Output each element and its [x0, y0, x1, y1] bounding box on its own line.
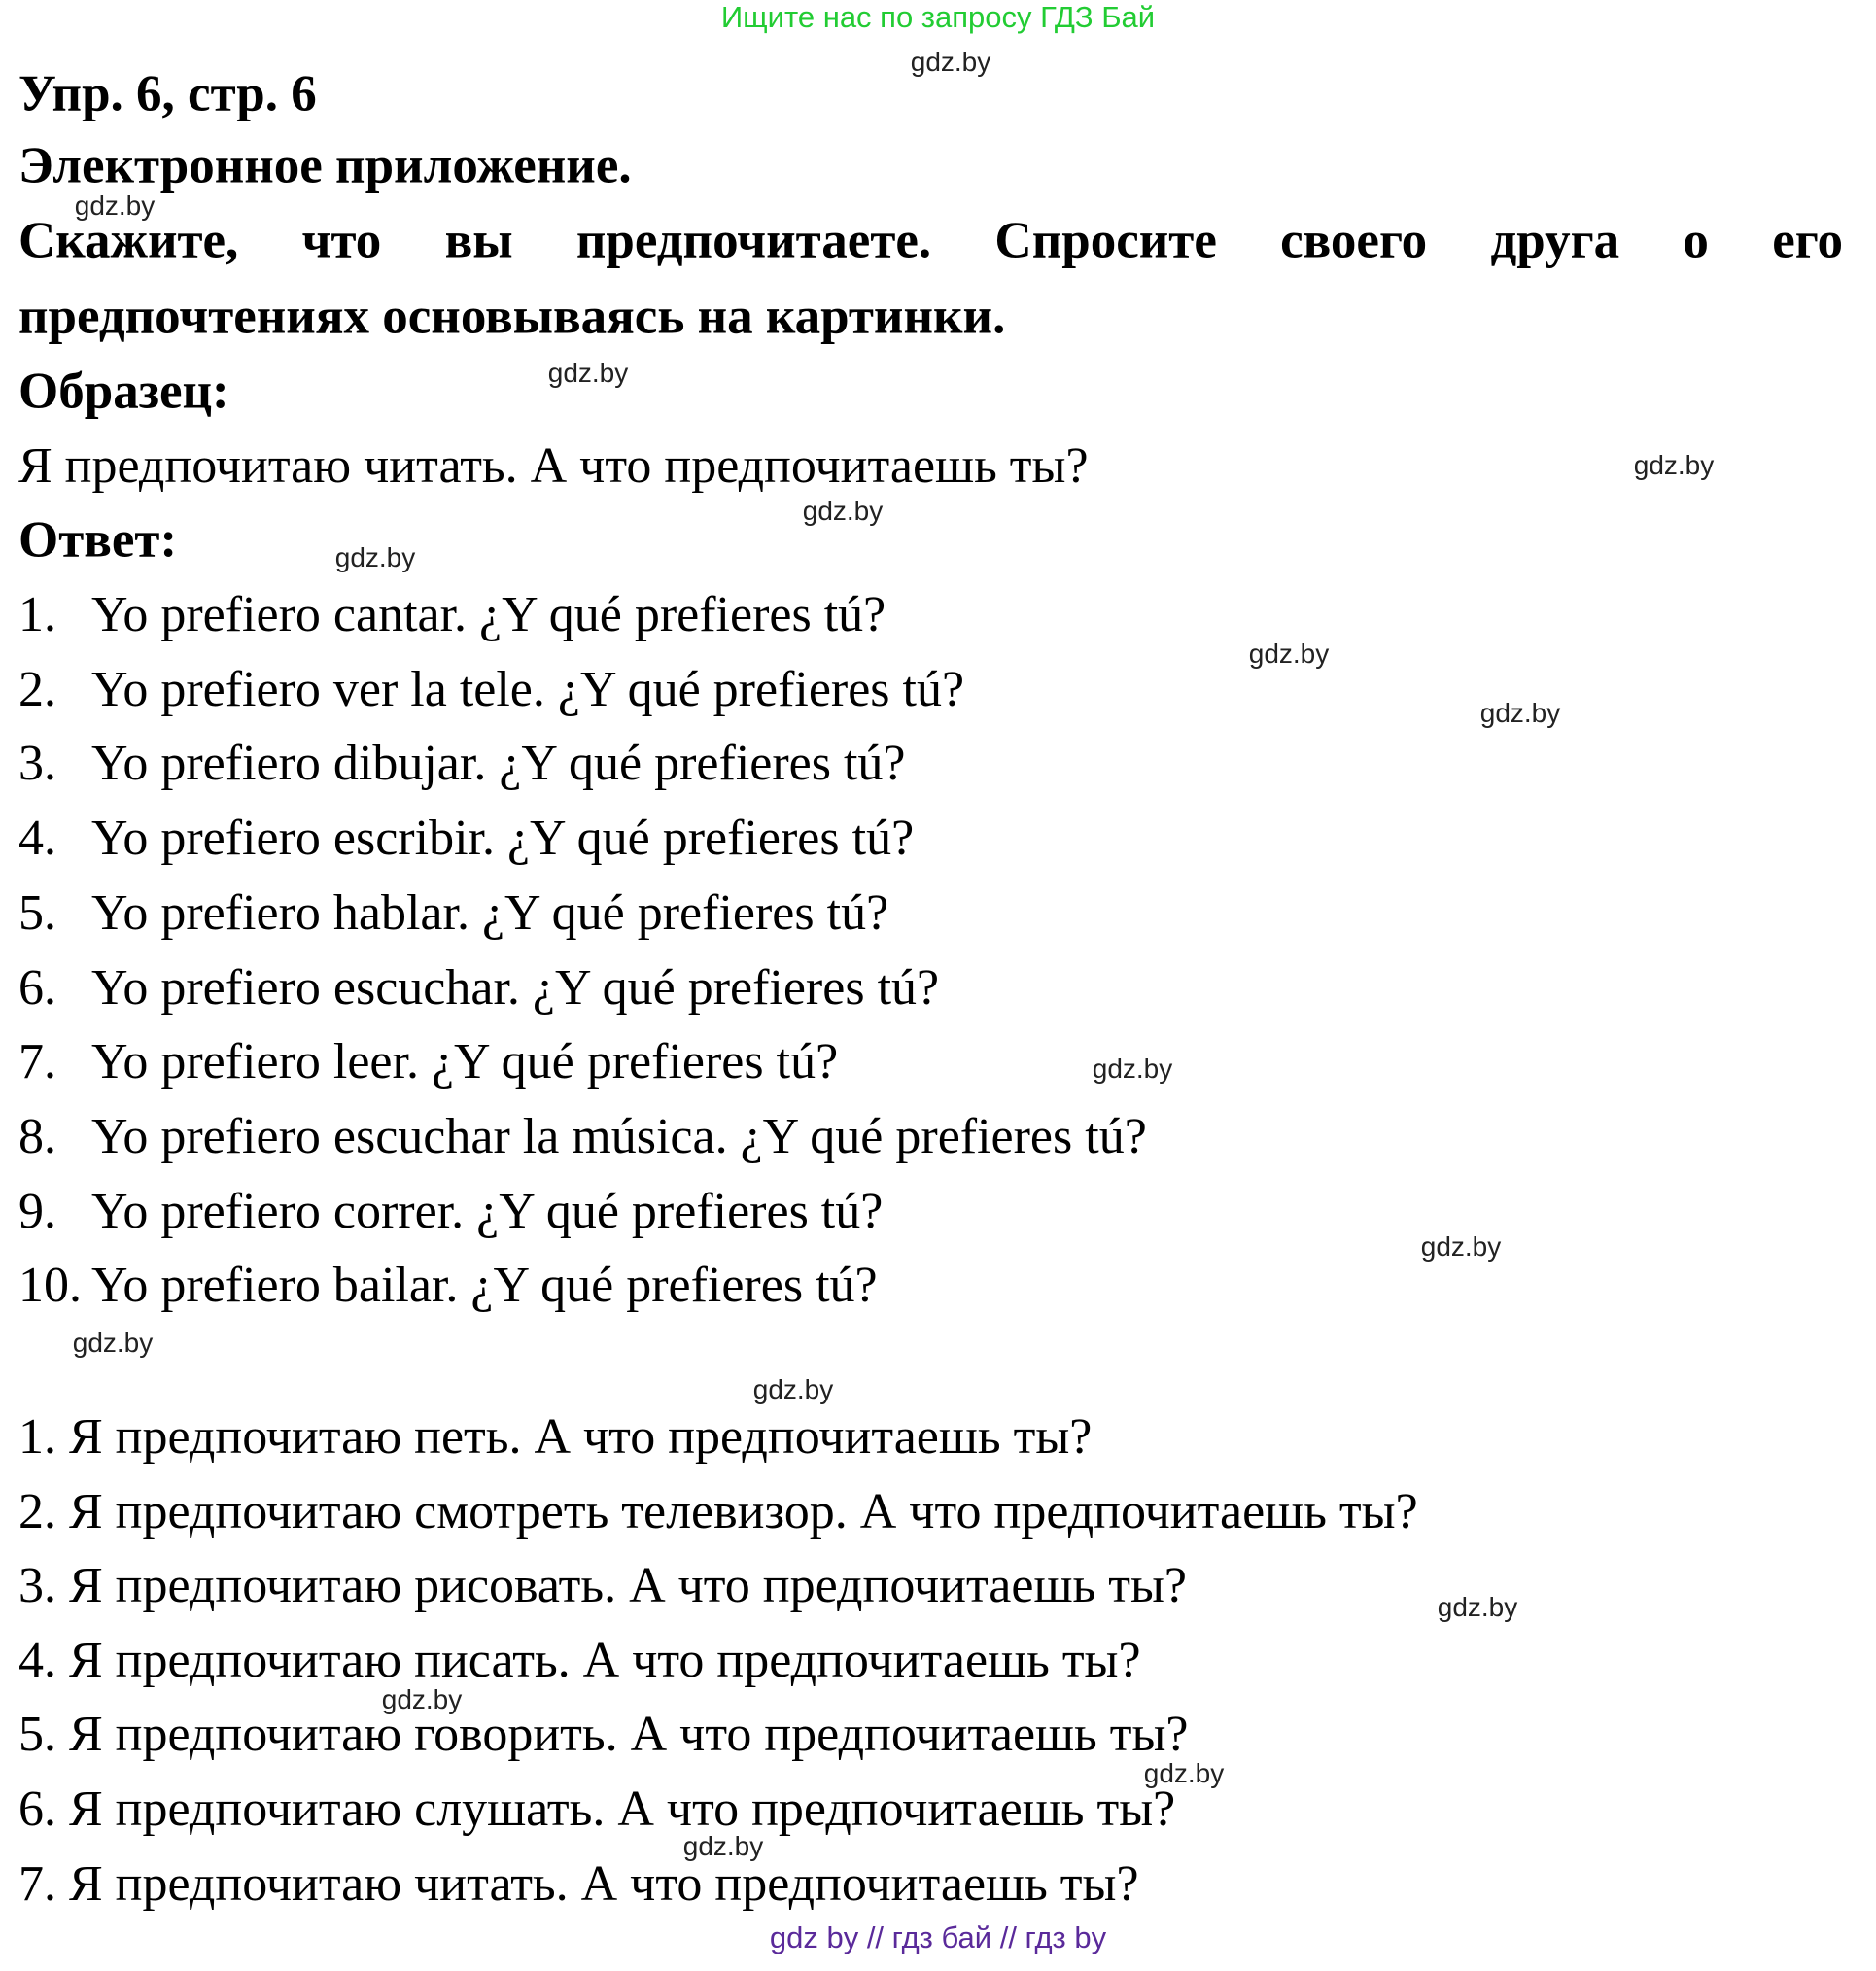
item-number: 10. — [18, 1258, 82, 1314]
watermark: gdz.by — [802, 496, 884, 526]
watermark: gdz.by — [547, 358, 629, 388]
exercise-subtitle: Электронное приложение. — [18, 137, 632, 194]
watermark: gdz.by — [334, 542, 416, 572]
item-number: 4. — [18, 811, 56, 867]
sample-label: Образец: — [18, 363, 229, 420]
spanish-answer-item — [18, 811, 915, 867]
item-number: 1. — [18, 587, 56, 642]
item-number: 8. — [18, 1108, 56, 1164]
watermark: gdz.by — [1092, 1054, 1173, 1084]
item-number: 3. — [18, 736, 56, 792]
item-text: Yo prefiero escribir. ¿Y qué prefieres tú? — [91, 811, 915, 867]
item-text: Yo prefiero cantar. ¿Y qué prefieres tú? — [91, 587, 886, 642]
watermark: gdz.by — [72, 1328, 154, 1358]
instruction-line-2: предпочтениях основываясь на картинки. — [18, 288, 1006, 345]
spanish-answer-item — [18, 736, 906, 792]
spanish-answer-item — [18, 1258, 878, 1314]
item-text: Yo prefiero bailar. ¿Y qué prefieres tú? — [91, 1258, 878, 1314]
item-text: Yo prefiero correr. ¿Y qué prefieres tú? — [91, 1183, 884, 1239]
russian-answer-item: 3. Я предпочитаю рисовать. А что предпочитаешь ты? — [18, 1558, 1187, 1614]
watermark: gdz.by — [1248, 639, 1330, 669]
watermark: gdz.by — [1633, 450, 1715, 480]
spanish-answer-item — [18, 661, 965, 717]
spanish-answer-item — [18, 1108, 1147, 1164]
item-number: 2. — [18, 661, 56, 717]
item-number: 6. — [18, 959, 56, 1016]
watermark: gdz.by — [1143, 1758, 1225, 1788]
item-text: Yo prefiero hablar. ¿Y qué prefieres tú? — [91, 884, 889, 941]
watermark: gdz.by — [74, 190, 156, 221]
russian-answer-item: 1. Я предпочитаю петь. А что предпочитаешь ты? — [18, 1409, 1093, 1465]
answer-label: Ответ: — [18, 511, 178, 569]
item-text: Yo prefiero leer. ¿Y qué prefieres tú? — [91, 1034, 839, 1090]
item-number: 5. — [18, 884, 56, 941]
russian-answer-item: 4. Я предпочитаю писать. А что предпочитаешь ты? — [18, 1632, 1141, 1688]
watermark: gdz.by — [682, 1831, 764, 1861]
item-number: 9. — [18, 1183, 56, 1239]
watermark: gdz.by — [910, 47, 991, 77]
spanish-answer-item — [18, 1183, 884, 1239]
watermark: gdz.by — [1420, 1231, 1502, 1262]
search-banner: Ищите нас по запросу ГДЗ Бай — [720, 0, 1156, 34]
watermark: gdz.by — [1437, 1592, 1518, 1622]
exercise-title: Упр. 6, стр. 6 — [18, 65, 317, 122]
russian-answer-item: 7. Я предпочитаю читать. А что предпочитаешь ты? — [18, 1855, 1139, 1912]
spanish-answer-item — [18, 587, 886, 642]
russian-answer-item: 5. Я предпочитаю говорить. А что предпочитаешь ты? — [18, 1707, 1189, 1763]
footer-watermark: gdz by // гдз бай // гдз by — [769, 1920, 1107, 1954]
russian-answer-item: 6. Я предпочитаю слушать. А что предпочитаешь ты? — [18, 1781, 1176, 1837]
watermark: gdz.by — [752, 1374, 834, 1404]
item-text: Yo prefiero escuchar la música. ¿Y qué prefieres tú? — [91, 1108, 1147, 1164]
item-text: Yo prefiero dibujar. ¿Y qué prefieres tú? — [91, 736, 906, 792]
instruction-line-1: Скажите, что вы предпочитаете. Спросите своего друга о его — [18, 212, 1843, 269]
watermark: gdz.by — [1479, 698, 1561, 728]
sample-text: Я предпочитаю читать. А что предпочитаешь ты? — [18, 438, 1089, 494]
spanish-answer-item — [18, 884, 889, 941]
spanish-answer-item — [18, 1034, 839, 1090]
item-number: 7. — [18, 1034, 56, 1090]
spanish-answer-item — [18, 959, 940, 1016]
russian-answer-item: 2. Я предпочитаю смотреть телевизор. А что предпочитаешь ты? — [18, 1483, 1418, 1539]
item-text: Yo prefiero escuchar. ¿Y qué prefieres tú? — [91, 959, 940, 1016]
watermark: gdz.by — [381, 1684, 463, 1714]
item-text: Yo prefiero ver la tele. ¿Y qué prefieres tú? — [91, 661, 965, 717]
